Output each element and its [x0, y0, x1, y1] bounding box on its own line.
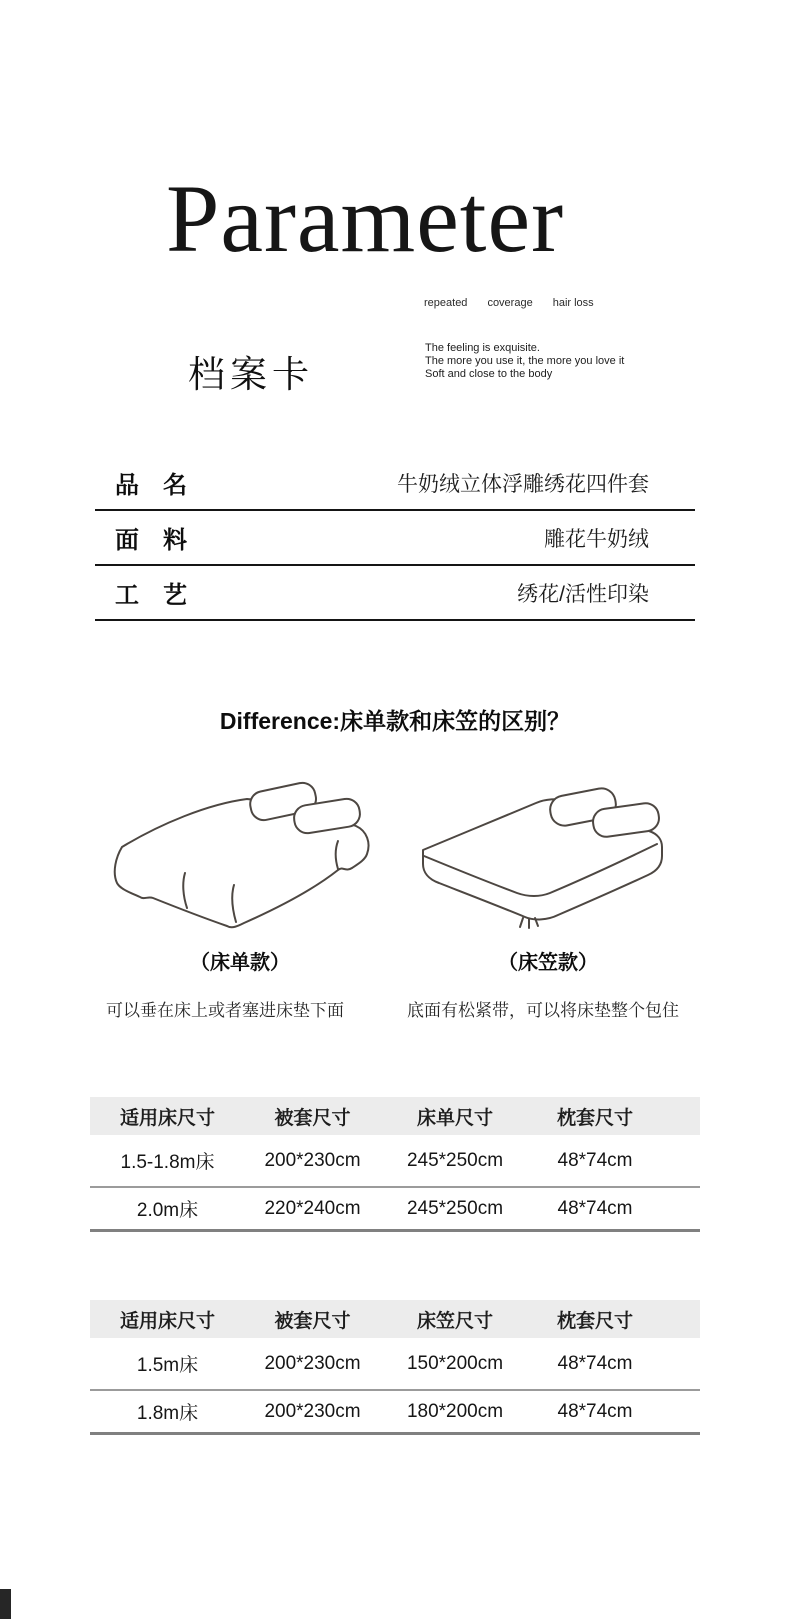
- spec-label: 工 艺: [115, 582, 187, 609]
- bed-style-desc-sheet: 可以垂在床上或者塞进床垫下面: [106, 1001, 344, 1020]
- table-cell: 150*200cm: [406, 1352, 504, 1374]
- bed-style-desc-fitted: 底面有松紧带，可以将床垫整个包住: [407, 1001, 679, 1020]
- table-cell: 200*230cm: [264, 1352, 361, 1374]
- table-row: [90, 1135, 700, 1188]
- spec-label: 品 名: [115, 472, 187, 499]
- size-table-sheet: [90, 1097, 700, 1232]
- keyword-row: [424, 297, 594, 309]
- size-table-fitted: [90, 1300, 700, 1435]
- table-cell: 200*230cm: [264, 1400, 361, 1422]
- table-cell: 2.0m床: [136, 1200, 199, 1221]
- spec-value: 绣花/活性印染: [517, 582, 649, 606]
- table-cell: 180*200cm: [406, 1400, 504, 1422]
- table-row: [90, 1338, 700, 1391]
- tagline-line: The feeling is exquisite.: [425, 342, 540, 354]
- size-table-header-row: [90, 1300, 700, 1338]
- tuft-marks: [520, 918, 538, 928]
- flat-sheet-bed-illustration: [90, 750, 390, 960]
- page-title: Parameter: [165, 165, 565, 272]
- column-header: 床单尺寸: [416, 1107, 493, 1129]
- next-section-peek: [0, 1589, 11, 1619]
- column-header: 枕套尺寸: [556, 1310, 633, 1332]
- spec-row: [95, 511, 695, 566]
- keyword: repeated: [424, 297, 468, 309]
- fitted-sheet-bed-illustration: [398, 750, 698, 960]
- difference-heading: Difference:床单款和床笠的区别？: [219, 708, 571, 734]
- table-cell: 1.8m床: [136, 1403, 199, 1424]
- tagline: [425, 342, 624, 380]
- bed-style-label-fitted: （床笠款）: [498, 952, 598, 974]
- table-cell: 220*240cm: [264, 1197, 361, 1219]
- tagline-line: Soft and close to the body: [425, 367, 553, 380]
- table-cell: 245*250cm: [406, 1197, 504, 1219]
- table-row: [90, 1188, 700, 1232]
- table-cell: 48*74cm: [557, 1197, 633, 1219]
- subtitle-cn: 档案卡: [188, 355, 314, 396]
- table-cell: 48*74cm: [557, 1400, 633, 1422]
- spec-value: 牛奶绒立体浮雕绣花四件套: [397, 472, 649, 496]
- column-header: 枕套尺寸: [556, 1107, 633, 1129]
- tagline-line: The more you use it, the more you love it: [425, 354, 625, 367]
- table-cell: 1.5m床: [136, 1355, 199, 1376]
- keyword: hair loss: [552, 297, 594, 309]
- size-table-header-row: [90, 1097, 700, 1135]
- spec-row: [95, 456, 695, 511]
- table-cell: 200*230cm: [264, 1149, 361, 1171]
- spec-value: 雕花牛奶绒: [544, 527, 649, 551]
- spec-row: [95, 566, 695, 621]
- table-cell: 48*74cm: [557, 1352, 633, 1374]
- spec-table: [95, 456, 695, 621]
- bed-style-label-sheet: （床单款）: [190, 952, 290, 974]
- spec-label: 面 料: [115, 527, 187, 554]
- table-row: [90, 1391, 700, 1435]
- column-header: 被套尺寸: [274, 1107, 351, 1129]
- column-header: 适用床尺寸: [119, 1310, 215, 1332]
- column-header: 床笠尺寸: [416, 1310, 493, 1332]
- table-cell: 1.5-1.8m床: [120, 1152, 215, 1173]
- keyword: coverage: [487, 297, 533, 309]
- table-cell: 48*74cm: [557, 1149, 633, 1171]
- column-header: 被套尺寸: [274, 1310, 351, 1332]
- column-header: 适用床尺寸: [119, 1107, 215, 1129]
- table-cell: 245*250cm: [406, 1149, 504, 1171]
